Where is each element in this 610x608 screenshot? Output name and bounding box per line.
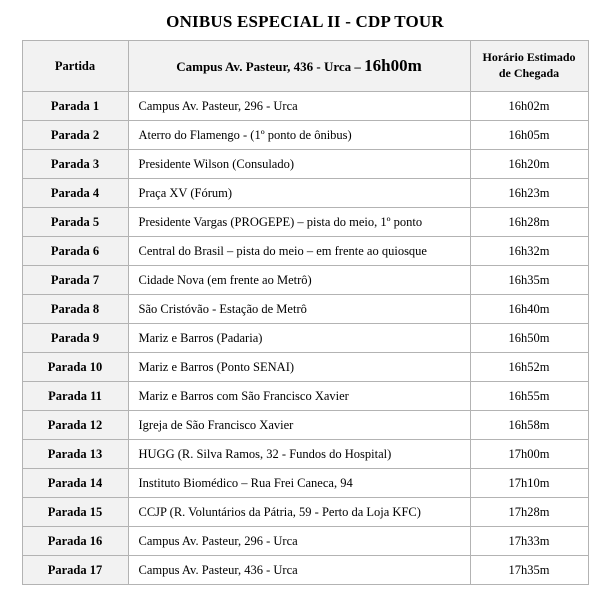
stop-description: Praça XV (Fórum) bbox=[128, 179, 470, 208]
stop-description: Campus Av. Pasteur, 296 - Urca bbox=[128, 527, 470, 556]
stop-arrival-time: 17h00m bbox=[470, 440, 588, 469]
table-row bbox=[22, 556, 588, 585]
stop-label: Parada 13 bbox=[22, 440, 128, 469]
stop-label: Parada 9 bbox=[22, 324, 128, 353]
stop-description: HUGG (R. Silva Ramos, 32 - Fundos do Hospital) bbox=[128, 440, 470, 469]
stop-description: Presidente Vargas (PROGEPE) – pista do meio, 1º ponto bbox=[128, 208, 470, 237]
table-row bbox=[22, 411, 588, 440]
stop-description: Mariz e Barros (Padaria) bbox=[128, 324, 470, 353]
stop-label: Parada 2 bbox=[22, 121, 128, 150]
stop-label: Parada 11 bbox=[22, 382, 128, 411]
bus-schedule-table bbox=[22, 40, 589, 585]
table-row bbox=[22, 208, 588, 237]
column-header-arrival-line2: de Chegada bbox=[498, 66, 560, 80]
stop-description: Campus Av. Pasteur, 296 - Urca bbox=[128, 92, 470, 121]
stop-arrival-time: 17h28m bbox=[470, 498, 588, 527]
stop-label: Parada 1 bbox=[22, 92, 128, 121]
table-row bbox=[22, 179, 588, 208]
table-row bbox=[22, 237, 588, 266]
stop-description: Cidade Nova (em frente ao Metrô) bbox=[128, 266, 470, 295]
stop-arrival-time: 17h33m bbox=[470, 527, 588, 556]
stop-label: Parada 14 bbox=[22, 469, 128, 498]
stop-arrival-time: 16h40m bbox=[470, 295, 588, 324]
table-header-row bbox=[22, 41, 588, 92]
stop-arrival-time: 16h35m bbox=[470, 266, 588, 295]
stop-arrival-time: 16h05m bbox=[470, 121, 588, 150]
table-row bbox=[22, 295, 588, 324]
stop-description: Igreja de São Francisco Xavier bbox=[128, 411, 470, 440]
column-header-arrival-line1: Horário Estimado bbox=[482, 50, 576, 65]
stop-label: Parada 10 bbox=[22, 353, 128, 382]
table-row bbox=[22, 150, 588, 179]
column-header-arrival bbox=[470, 41, 588, 92]
table-row bbox=[22, 324, 588, 353]
stop-label: Parada 4 bbox=[22, 179, 128, 208]
table-row bbox=[22, 498, 588, 527]
stop-label: Parada 15 bbox=[22, 498, 128, 527]
stop-description: São Cristóvão - Estação de Metrô bbox=[128, 295, 470, 324]
stop-description: Mariz e Barros (Ponto SENAI) bbox=[128, 353, 470, 382]
table-row bbox=[22, 353, 588, 382]
stop-label: Parada 3 bbox=[22, 150, 128, 179]
route-departure-time: 16h00m bbox=[364, 56, 422, 75]
table-row bbox=[22, 440, 588, 469]
stop-arrival-time: 16h55m bbox=[470, 382, 588, 411]
stop-label: Parada 16 bbox=[22, 527, 128, 556]
route-origin-label: Campus Av. Pasteur, 436 - Urca – bbox=[176, 59, 361, 74]
stop-label: Parada 6 bbox=[22, 237, 128, 266]
stop-arrival-time: 16h58m bbox=[470, 411, 588, 440]
table-row bbox=[22, 92, 588, 121]
stop-arrival-time: 16h23m bbox=[470, 179, 588, 208]
stop-label: Parada 7 bbox=[22, 266, 128, 295]
stop-arrival-time: 16h52m bbox=[470, 353, 588, 382]
stop-description: CCJP (R. Voluntários da Pátria, 59 - Perto da Loja KFC) bbox=[128, 498, 470, 527]
column-header-stop: Partida bbox=[22, 41, 128, 92]
stop-description: Mariz e Barros com São Francisco Xavier bbox=[128, 382, 470, 411]
table-row bbox=[22, 266, 588, 295]
table-body bbox=[22, 41, 588, 585]
stop-label: Parada 8 bbox=[22, 295, 128, 324]
stop-description: Aterro do Flamengo - (1º ponto de ônibus) bbox=[128, 121, 470, 150]
stop-arrival-time: 16h20m bbox=[470, 150, 588, 179]
stop-arrival-time: 17h35m bbox=[470, 556, 588, 585]
stop-description: Presidente Wilson (Consulado) bbox=[128, 150, 470, 179]
table-row bbox=[22, 527, 588, 556]
stop-description: Instituto Biomédico – Rua Frei Caneca, 94 bbox=[128, 469, 470, 498]
stop-arrival-time: 16h28m bbox=[470, 208, 588, 237]
stop-arrival-time: 17h10m bbox=[470, 469, 588, 498]
stop-arrival-time: 16h02m bbox=[470, 92, 588, 121]
table-row bbox=[22, 469, 588, 498]
table-row bbox=[22, 382, 588, 411]
page-title: ONIBUS ESPECIAL II - CDP TOUR bbox=[166, 12, 444, 31]
table-row bbox=[22, 121, 588, 150]
stop-label: Parada 5 bbox=[22, 208, 128, 237]
stop-description: Central do Brasil – pista do meio – em frente ao quiosque bbox=[128, 237, 470, 266]
column-header-route bbox=[128, 41, 470, 92]
stop-arrival-time: 16h32m bbox=[470, 237, 588, 266]
stop-arrival-time: 16h50m bbox=[470, 324, 588, 353]
stop-description: Campus Av. Pasteur, 436 - Urca bbox=[128, 556, 470, 585]
stop-label: Parada 12 bbox=[22, 411, 128, 440]
stop-label: Parada 17 bbox=[22, 556, 128, 585]
